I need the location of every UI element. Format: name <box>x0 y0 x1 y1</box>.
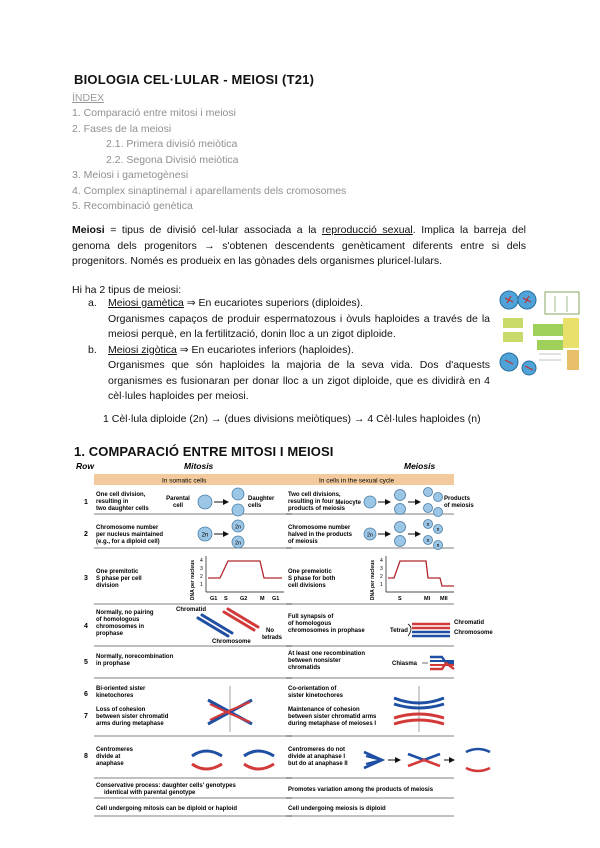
list-marker: b. <box>88 343 97 356</box>
svg-text:2: 2 <box>380 574 383 580</box>
row-number: 4 <box>84 623 88 630</box>
toc-item[interactable]: 4. Complex sinaptinemal i aparellaments dels cromosomes <box>72 184 347 197</box>
mitosis-meiosis-comparison-figure <box>74 460 530 836</box>
mitosis-ploidy-note: Cell undergoing mitosis can be diploid or haploid <box>96 806 238 812</box>
meiosis-variation-note: Promotes variation among the products of meiosis <box>288 787 434 793</box>
mitosis-row-label: One cell division, resulting in two daughter cells <box>96 492 149 512</box>
svg-text:Meiocyte: Meiocyte <box>335 500 361 506</box>
row-number: 1 <box>84 499 88 506</box>
section-heading: 1. COMPARACIÓ ENTRE MITOSI I MEIOSI <box>74 444 334 459</box>
definition-text-a: = tipus de divisió cel·lular associada a la <box>104 224 322 236</box>
header-meiosis: Meiosis <box>404 461 436 471</box>
row1-meiosis-diagram <box>335 488 474 517</box>
meiosis-subheader: In cells in the sexual cycle <box>319 477 395 485</box>
row1-mitosis-diagram <box>166 488 275 516</box>
row-number: 2 <box>84 531 88 538</box>
svg-text:2n: 2n <box>366 532 374 539</box>
svg-text:2n: 2n <box>201 532 209 539</box>
meiosis-row-label: Full synapsis of of homologous chromosomes in prophase <box>288 614 365 634</box>
meiosis-row-label: At least one recombination between nonsister chromatids <box>288 651 366 671</box>
type-rest: ⇒ En eucariotes superiors (diploides). <box>183 297 364 309</box>
row5-meiosis-chiasma <box>392 657 454 669</box>
svg-text:1: 1 <box>380 582 383 588</box>
type-name: Meiosi gamètica <box>108 297 184 309</box>
mitosis-row-label: Normally, norecombination in prophase <box>96 654 174 667</box>
list-marker: a. <box>88 297 97 309</box>
type-name: Meiosi zigòtica <box>108 343 177 356</box>
row-number: 7 <box>84 713 88 720</box>
row3-mitosis-dna-graph <box>190 556 284 602</box>
svg-text:Chromatid: Chromatid <box>176 607 206 613</box>
svg-text:Parentalcell: Parental cell <box>166 496 190 509</box>
row6-meiosis-spindle <box>394 686 444 732</box>
meiosis-formula: 1 Cèl·lula diploide (2n) → (dues divisions meiòtiques) → 4 Cèl·lules haploides (n) <box>103 413 481 425</box>
svg-text:2n: 2n <box>234 524 242 531</box>
row4-mitosis-chromosomes <box>176 607 283 645</box>
svg-text:S: S <box>224 596 228 602</box>
meiosis-row-label: Two cell divisions, resulting in four products of meiosis <box>288 492 346 512</box>
mitosis-conservative-note: Conservative process: daughter cells' genotypes identical with parental genotype <box>96 783 236 796</box>
row-number: 5 <box>84 659 88 666</box>
svg-text:G2: G2 <box>240 596 248 602</box>
svg-text:M: M <box>260 596 265 602</box>
definition-term: Meiosi <box>72 224 105 236</box>
svg-text:G1: G1 <box>210 596 218 602</box>
type-description: Organismes capaços de produir espermatozous i òvuls haploides a través de la meiosi perquè, en la fertilització, donin lloc a un zigot diploide. <box>108 312 490 340</box>
svg-text:4: 4 <box>200 558 203 564</box>
svg-text:G1: G1 <box>272 596 280 602</box>
mitosis-row-label: Normally, no pairing of homologous chromosomes in prophase <box>96 610 154 637</box>
type-rest: ⇒ En eucariotes inferiors (haploides). <box>176 343 354 356</box>
toc-subitem[interactable]: 2.2. Segona Divisió meiòtica <box>106 153 239 166</box>
document-title: BIOLOGIA CEL·LULAR - MEIOSI (T21) <box>74 72 315 87</box>
meiosis-types-list <box>88 296 490 405</box>
svg-text:DNA per nucleus: DNA per nucleus <box>190 559 196 601</box>
svg-text:n: n <box>426 538 430 544</box>
row-number: 8 <box>84 753 88 760</box>
mitosis-row-label: Bi-oriented sister kinetochores <box>96 686 146 699</box>
svg-text:Chromosome: Chromosome <box>212 639 251 645</box>
svg-text:Notetrads: No tetrads <box>262 628 283 641</box>
toc-item[interactable]: 2. Fases de la meiosi <box>72 122 172 135</box>
row4-meiosis-chromosomes <box>390 620 493 636</box>
svg-text:Tetrad: Tetrad <box>390 628 408 634</box>
meiosis-ploidy-note: Cell undergoing meiosis is diploid <box>288 806 386 812</box>
row8-meiosis-anaphase <box>364 749 490 771</box>
svg-text:Chiasma: Chiasma <box>392 661 418 667</box>
svg-text:MI: MI <box>424 596 431 602</box>
row2-mitosis-diagram <box>198 520 244 548</box>
svg-text:3: 3 <box>380 566 383 572</box>
meiosis-definition <box>72 223 526 270</box>
svg-text:Chromosome: Chromosome <box>454 630 493 636</box>
svg-text:S: S <box>398 596 402 602</box>
svg-text:Daughtercells: Daughter cells <box>248 496 275 509</box>
header-row: Row <box>76 461 94 471</box>
svg-text:3: 3 <box>200 566 203 572</box>
meiosis-row-label: Co-orientation of sister kinetochores <box>288 686 344 699</box>
meiosis-row-label: One premeiotic S phase for both cell divisions <box>288 569 336 589</box>
svg-text:Productsof meiosis: Products of meiosis <box>444 496 474 509</box>
row3-meiosis-dna-graph <box>370 556 454 602</box>
svg-text:2n: 2n <box>234 540 242 547</box>
toc-item[interactable]: 5. Recombinació genètica <box>72 200 193 212</box>
toc-item[interactable]: 3. Meiosi i gametogènesi <box>72 169 189 181</box>
svg-text:MII: MII <box>440 596 448 602</box>
mitosis-row-label: Chromosome number per nucleus maintained (e.g., for a diploid cell) <box>96 525 164 545</box>
row-number: 6 <box>84 691 88 698</box>
index-heading: ÍNDEX <box>72 92 105 104</box>
svg-text:n: n <box>426 522 430 528</box>
meiosis-row-label: Centromeres do not divide at anaphase I but do at anaphase II <box>288 747 348 767</box>
row8-mitosis-anaphase <box>192 751 274 769</box>
definition-text-b: . Implica la barreja del genoma dels progenitors → s'obtenen descendents genèticament diferents entre si dels progenitors. Només es produeix en las gònades dels organismes pluricel·lulars. <box>72 224 526 267</box>
mitosis-subheader: In somatic cells <box>162 477 207 485</box>
mitosis-row-label: Loss of cohesion between sister chromatid arms during metaphase <box>96 707 169 727</box>
types-intro: Hi ha 2 tipus de meiosi: <box>72 284 182 296</box>
type-description: Organismes que són haploides la majoria de la seva vida. Dos d'aquests organismes es fusionaran per donar lloc a un zigot diploide, que es dividirà en 4 cèl·lules haploides per meiosi. <box>108 359 490 402</box>
definition-link: reproducció sexual <box>321 224 413 236</box>
svg-text:1: 1 <box>200 582 203 588</box>
svg-text:Chromatid: Chromatid <box>454 620 484 626</box>
mitosis-row-label: One premitotic S phase per cell division <box>96 569 142 589</box>
svg-text:2: 2 <box>200 574 203 580</box>
list-item <box>88 296 490 343</box>
row6-mitosis-spindle <box>208 686 252 732</box>
row2-meiosis-diagram <box>364 520 443 550</box>
row-number: 3 <box>84 575 88 582</box>
table-of-contents <box>72 106 346 215</box>
meiosis-row-label: Chromosome number halved in the products of meiosis <box>288 525 353 545</box>
mitosis-row-label: Centromeres divide at anaphase <box>96 747 134 767</box>
toc-subitem[interactable]: 2.1. Primera divisió meiòtica <box>106 138 238 150</box>
svg-text:4: 4 <box>380 558 383 564</box>
header-mitosis: Mitosis <box>184 461 214 471</box>
svg-text:n: n <box>436 543 440 549</box>
meiosis-thumbnail-image <box>497 288 583 384</box>
svg-text:DNA per nucleus: DNA per nucleus <box>370 559 376 601</box>
svg-text:n: n <box>436 527 440 533</box>
toc-item[interactable]: 1. Comparació entre mitosi i meiosi <box>72 107 236 119</box>
list-item <box>88 343 490 405</box>
meiosis-row-label: Maintenance of cohesion between sister chromatid arms during metaphase of meioses I <box>288 707 377 727</box>
